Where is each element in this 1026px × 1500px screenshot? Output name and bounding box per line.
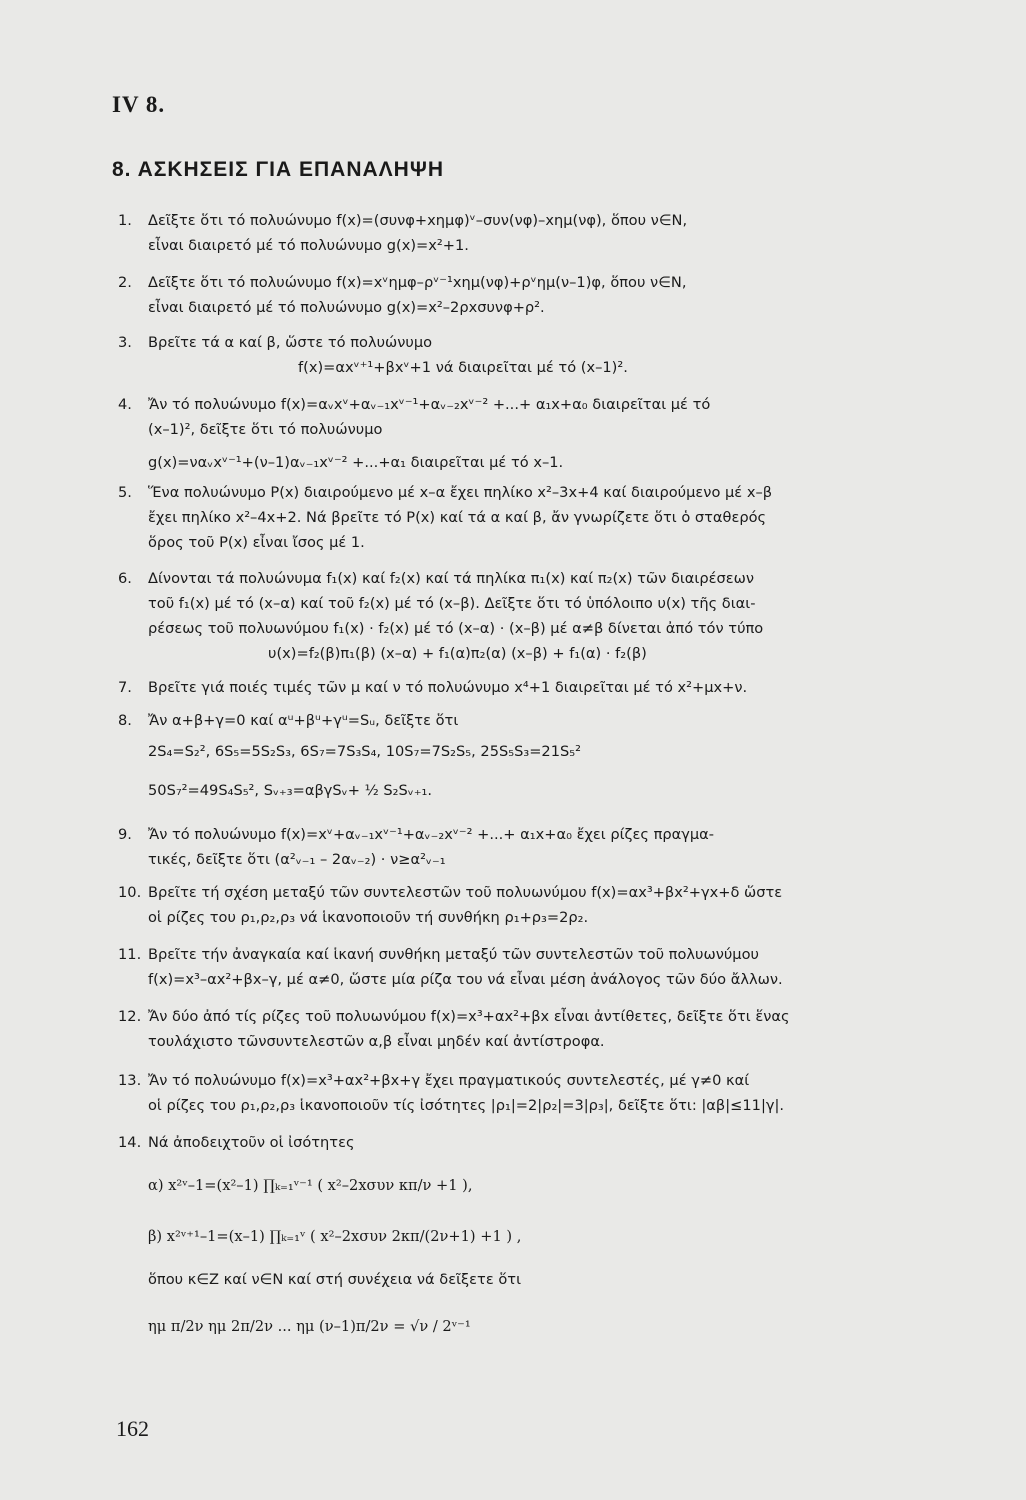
exercise-line: Νά ἀποδειχτοῦν οἱ ἰσότητες bbox=[148, 1134, 355, 1151]
exercise-equation: 2S₄=S₂², 6S₅=5S₂S₃, 6S₇=7S₃S₄, 10S₇=7S₂S₅, 25S₅S₃=21S₅² bbox=[148, 743, 581, 760]
exercise-line: ἔχει πηλίκο x²–4x+2. Νά βρεῖτε τό P(x) καί τά α καί β, ἄν γνωρίζετε ὅτι ὁ σταθερός bbox=[148, 509, 767, 526]
exercise-line: Βρεῖτε γιά ποιές τιμές τῶν μ καί ν τό πολυώνυμο x⁴+1 διαιρεῖται μέ τό x²+μx+ν. bbox=[148, 679, 748, 696]
exercise-number: 7. bbox=[118, 679, 132, 696]
exercise-number: 8. bbox=[118, 712, 132, 729]
identity-a: α) x²ᵛ–1=(x²–1) ∏ₖ₌₁ᵛ⁻¹ ( x²–2xσυν κπ/ν +1 ), bbox=[148, 1177, 473, 1194]
exercise-line: Ἄν τό πολυώνυμο f(x)=αᵥxᵛ+αᵥ₋₁xᵛ⁻¹+αᵥ₋₂xᵛ⁻² +...+ α₁x+α₀ διαιρεῖται μέ τό bbox=[148, 396, 711, 413]
page-number: 162 bbox=[116, 1416, 149, 1441]
exercise-line: εἶναι διαιρετό μέ τό πολυώνυμο g(x)=x²+1. bbox=[148, 237, 469, 254]
exercise-number: 11. bbox=[118, 946, 142, 963]
chapter-code: IV 8. bbox=[112, 92, 166, 117]
exercise-line: Δίνονται τά πολυώνυμα f₁(x) καί f₂(x) καί τά πηλίκα π₁(x) καί π₂(x) τῶν διαιρέσεων bbox=[148, 570, 755, 587]
exercise-line: οἱ ρίζες του ρ₁,ρ₂,ρ₃ ἱκανοποιοῦν τίς ἰσότητες |ρ₁|=2|ρ₂|=3|ρ₃|, δεῖξτε ὅτι: |αβ|≤11|γ|. bbox=[148, 1097, 785, 1114]
exercise-line: εἶναι διαιρετό μέ τό πολυώνυμο g(x)=x²–2ρxσυνφ+ρ². bbox=[148, 299, 545, 316]
exercise-line: Βρεῖτε τά α καί β, ὥστε τό πολυώνυμο bbox=[148, 334, 433, 351]
exercise-equation: f(x)=αxᵛ⁺¹+βxᵛ+1 νά διαιρεῖται μέ τό (x–1)². bbox=[298, 359, 628, 376]
exercise-number: 14. bbox=[118, 1134, 142, 1151]
exercise-number: 6. bbox=[118, 570, 132, 587]
exercise-line: ὅρος τοῦ P(x) εἶναι ἴσος μέ 1. bbox=[148, 534, 365, 551]
exercise-line: Ἄν α+β+γ=0 καί αᵘ+βᵘ+γᵘ=Sᵤ, δεῖξτε ὅτι bbox=[148, 712, 459, 729]
exercise-number: 1. bbox=[118, 212, 132, 229]
exercise-number: 3. bbox=[118, 334, 132, 351]
product-identity: ημ π/2ν ημ 2π/2ν ... ημ (ν–1)π/2ν = √ν / 2ᵛ⁻¹ bbox=[148, 1318, 471, 1335]
exercise-line: τουλάχιστο τῶνσυντελεστῶν α,β εἶναι μηδέν καί ἀντίστροφα. bbox=[148, 1033, 605, 1050]
exercise-number: 9. bbox=[118, 826, 132, 843]
exercise-line: Βρεῖτε τή σχέση μεταξύ τῶν συντελεστῶν τοῦ πολυωνύμου f(x)=αx³+βx²+γx+δ ὥστε bbox=[148, 884, 783, 901]
exercise-equation: υ(x)=f₂(β)π₁(β) (x–α) + f₁(α)π₂(α) (x–β) + f₁(α) · f₂(β) bbox=[268, 645, 647, 662]
exercise-line: f(x)=x³–αx²+βx–γ, μέ α≠0, ὥστε μία ρίζα του νά εἶναι μέση ἀνάλογος τῶν δύο ἄλλων. bbox=[148, 971, 783, 988]
section-title: 8. ΑΣΚΗΣΕΙΣ ΓΙΑ ΕΠΑΝΑΛΗΨΗ bbox=[112, 158, 445, 181]
exercise-number: 4. bbox=[118, 396, 132, 413]
exercise-line: (x–1)², δεῖξτε ὅτι τό πολυώνυμο bbox=[148, 421, 383, 438]
exercise-line: ρέσεως τοῦ πολυωνύμου f₁(x) · f₂(x) μέ τό (x–α) · (x–β) μέ α≠β δίνεται ἀπό τόν τύπο bbox=[148, 620, 764, 637]
exercise-line: οἱ ρίζες του ρ₁,ρ₂,ρ₃ νά ἱκανοποιοῦν τή συνθήκη ρ₁+ρ₃=2ρ₂. bbox=[148, 909, 589, 926]
exercise-line: τοῦ f₁(x) μέ τό (x–α) καί τοῦ f₂(x) μέ τό (x–β). Δεῖξτε ὅτι τό ὑπόλοιπο υ(x) τῆς διαι- bbox=[148, 595, 756, 612]
exercise-line: Ἕνα πολυώνυμο P(x) διαιρούμενο μέ x–α ἔχει πηλίκο x²–3x+4 καί διαιρούμενο μέ x–β bbox=[148, 484, 773, 501]
exercise-line: g(x)=ναᵥxᵛ⁻¹+(ν–1)αᵥ₋₁xᵛ⁻² +...+α₁ διαιρεῖται μέ τό x–1. bbox=[148, 454, 564, 471]
exercise-line: Ἄν δύο ἀπό τίς ρίζες τοῦ πολυωνύμου f(x)=x³+αx²+βx εἶναι ἀντίθετες, δεῖξτε ὅτι ἕνας bbox=[148, 1008, 790, 1025]
exercise-line: Ἄν τό πολυώνυμο f(x)=x³+αx²+βx+γ ἔχει πραγματικούς συντελεστές, μέ γ≠0 καί bbox=[148, 1072, 750, 1089]
exercise-line: Δεῖξτε ὅτι τό πολυώνυμο f(x)=(συνφ+xημφ)ᵛ–συν(νφ)–xημ(νφ), ὅπου ν∈N, bbox=[148, 212, 688, 229]
exercise-line: ὅπου κ∈Z καί ν∈N καί στή συνέχεια νά δεῖξετε ὅτι bbox=[148, 1271, 522, 1288]
exercise-number: 10. bbox=[118, 884, 142, 901]
exercise-number: 13. bbox=[118, 1072, 142, 1089]
exercise-line: Ἄν τό πολυώνυμο f(x)=xᵛ+αᵥ₋₁xᵛ⁻¹+αᵥ₋₂xᵛ⁻² +...+ α₁x+α₀ ἔχει ρίζες πραγμα- bbox=[148, 826, 715, 843]
exercise-number: 5. bbox=[118, 484, 132, 501]
exercise-line: Βρεῖτε τήν ἀναγκαία καί ἱκανή συνθήκη μεταξύ τῶν συντελεστῶν τοῦ πολυωνύμου bbox=[148, 946, 759, 963]
exercise-number: 2. bbox=[118, 274, 132, 291]
exercise-equation: 50S₇²=49S₄S₅², Sᵥ₊₃=αβγSᵥ+ ½ S₂Sᵥ₊₁. bbox=[148, 782, 433, 799]
exercise-number: 12. bbox=[118, 1008, 142, 1025]
exercise-line: τικές, δεῖξτε ὅτι (α²ᵥ₋₁ – 2αᵥ₋₂) · ν≥α²ᵥ₋₁ bbox=[148, 851, 446, 868]
exercise-line: Δεῖξτε ὅτι τό πολυώνυμο f(x)=xᵛημφ–ρᵛ⁻¹xημ(νφ)+ρᵛημ(ν–1)φ, ὅπου ν∈N, bbox=[148, 274, 687, 291]
identity-b: β) x²ᵛ⁺¹–1=(x–1) ∏ₖ₌₁ᵛ ( x²–2xσυν 2κπ/(2ν+1) +1 ) , bbox=[148, 1228, 522, 1245]
